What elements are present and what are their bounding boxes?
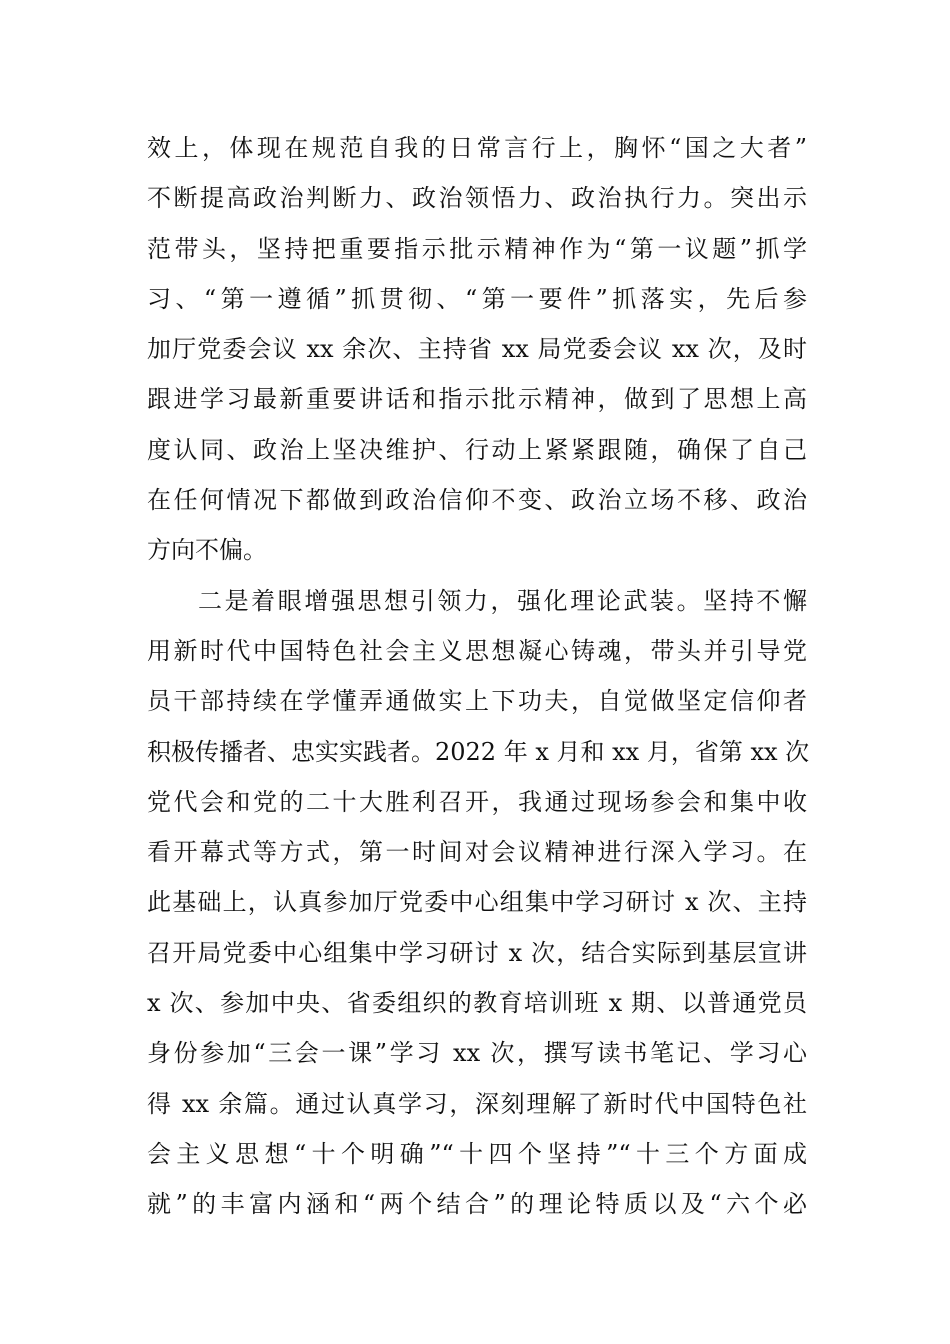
text-line: 方向不偏。 bbox=[147, 536, 267, 565]
text-line: 加厅党委会议 xx 余次、主持省 xx 局党委会议 xx 次，及时 bbox=[147, 335, 807, 364]
paragraph-2 bbox=[147, 584, 810, 1238]
text-line: 得 xx 余篇。通过认真学习，深刻理解了新时代中国特色社 bbox=[147, 1089, 807, 1118]
text-line: 积极传播者、忠实实践者。2022 年 x 月和 xx 月，省第 xx 次 bbox=[147, 737, 810, 766]
text-line: 跟进学习最新重要讲话和指示批示精神，做到了思想上高 bbox=[147, 385, 807, 414]
text-line: 员干部持续在学懂弄通做实上下功夫，自觉做坚定信仰者 bbox=[147, 687, 807, 716]
text-line: 此基础上，认真参加厅党委中心组集中学习研讨 x 次、主持 bbox=[147, 888, 807, 917]
text-line: 习、“第一遵循”抓贯彻、“第一要件”抓落实，先后参 bbox=[147, 284, 807, 313]
text-line: 范带头，坚持把重要指示批示精神作为“第一议题”抓学 bbox=[147, 234, 807, 263]
text-line: 在任何情况下都做到政治信仰不变、政治立场不移、政治 bbox=[147, 486, 807, 515]
paragraph-1 bbox=[147, 131, 807, 584]
text-line: 用新时代中国特色社会主义思想凝心铸魂，带头并引导党 bbox=[147, 636, 807, 665]
text-line: 度认同、政治上坚决维护、行动上紧紧跟随，确保了自己 bbox=[147, 435, 807, 464]
text-line: 二是着眼增强思想引领力，强化理论武装。坚持不懈 bbox=[198, 586, 807, 615]
text-line: 会主义思想“十个明确”“十四个坚持”“十三个方面成 bbox=[147, 1139, 807, 1168]
text-line: x 次、参加中央、省委组织的教育培训班 x 期、以普通党员 bbox=[147, 989, 807, 1018]
text-line: 身份参加“三会一课”学习 xx 次，撰写读书笔记、学习心 bbox=[147, 1039, 807, 1068]
text-line: 看开幕式等方式，第一时间对会议精神进行深入学习。在 bbox=[147, 838, 807, 867]
text-line: 不断提高政治判断力、政治领悟力、政治执行力。突出示 bbox=[147, 184, 807, 213]
text-line: 召开局党委中心组集中学习研讨 x 次，结合实际到基层宣讲 bbox=[147, 938, 807, 967]
text-line: 就”的丰富内涵和“两个结合”的理论特质以及“六个必 bbox=[147, 1190, 807, 1219]
body-text bbox=[147, 131, 810, 1238]
text-line: 党代会和党的二十大胜利召开，我通过现场参会和集中收 bbox=[147, 787, 807, 816]
text-line: 效上，体现在规范自我的日常言行上，胸怀“国之大者” bbox=[147, 134, 807, 162]
